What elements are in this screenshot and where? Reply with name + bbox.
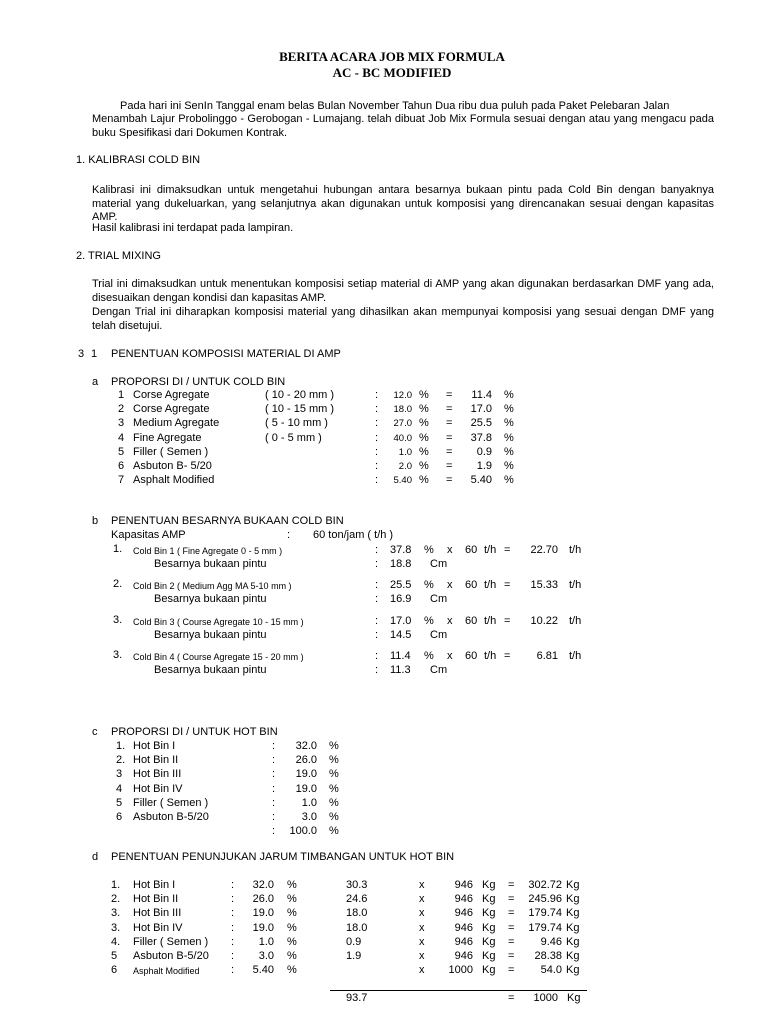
cold-bin-row-value: 1.9 [476, 460, 492, 472]
scale-row-equals: = [508, 921, 515, 934]
section-2-heading: 2. TRIAL MIXING [76, 250, 161, 262]
scale-row-percent-sign: % [287, 879, 297, 891]
cold-bin-calc-name: Cold Bin 4 ( Course Agregate 15 - 20 mm ) [133, 652, 304, 662]
cold-bin-row-percent-sign: % [419, 474, 429, 487]
opening-label: Besarnya bukaan pintu [154, 558, 267, 570]
scale-row-name: Filler ( Semen ) [133, 935, 209, 948]
cold-bin-row-colon: : [375, 474, 379, 487]
scale-row-percent: 19.0 [252, 907, 274, 920]
section-3-heading: PENENTUAN KOMPOSISI MATERIAL DI AMP [111, 348, 341, 360]
hot-bin-row-value: 32.0 [295, 740, 317, 752]
cold-bin-calc-times: x [447, 544, 453, 556]
hot-bin-row-number: 4 [116, 782, 123, 795]
scale-row-result-unit: Kg [566, 935, 580, 948]
sub-b-heading: PENENTUAN BESARNYA BUKAAN COLD BIN [111, 515, 344, 527]
scale-row-name: Asphalt Modified [133, 966, 200, 977]
cold-bin-calc-capacity: 60 [465, 650, 478, 662]
opening-unit: Cm [430, 664, 448, 676]
opening-unit: Cm [430, 593, 448, 605]
scale-row-result: 179.74 [528, 921, 562, 934]
scale-row-percent-sign: % [287, 935, 297, 948]
sub-a-letter: a [92, 376, 99, 388]
kapasitas-label: Kapasitas AMP [111, 529, 186, 541]
scale-row-colon: : [231, 964, 235, 977]
scale-row-equals: = [508, 907, 515, 920]
hot-bin-total-percent: % [329, 825, 339, 838]
cold-bin-calc-percent: 37.8 [390, 544, 412, 556]
cold-bin-calc-colon: : [375, 579, 379, 591]
cold-bin-calc-name: Cold Bin 2 ( Medium Agg MA 5-10 mm ) [133, 581, 292, 591]
scale-row-name: Asbuton B-5/20 [133, 950, 209, 962]
scale-row-colon: : [231, 921, 235, 934]
scale-row-times: x [419, 950, 425, 962]
cold-bin-calc-result-unit: t/h [569, 544, 582, 556]
section-2-paragraph-2: Dengan Trial ini diharapkan komposisi material yang dihasilkan akan mempunyai komposisi yang sesuai dengan DMF yang telah disetujui. [92, 306, 714, 332]
hot-bin-row-value: 19.0 [295, 782, 317, 795]
opening-colon: : [375, 593, 379, 605]
cold-bin-row-value-percent: % [504, 460, 514, 472]
hot-bin-row-percent: % [329, 811, 339, 823]
cold-bin-row-number: 5 [118, 445, 125, 458]
scale-row-equals: = [508, 950, 515, 962]
scale-row-number: 1. [111, 879, 121, 891]
hot-bin-row-percent: % [329, 768, 339, 781]
scale-row-number: 3. [111, 907, 121, 920]
cold-bin-calc-unit: t/h [484, 579, 497, 591]
cold-bin-row-percent-sign: % [419, 417, 429, 430]
sub-d-heading: PENENTUAN PENUNJUKAN JARUM TIMBANGAN UNTUK HOT BIN [111, 851, 455, 863]
cold-bin-row-colon: : [375, 417, 379, 430]
section-2-paragraph-1: Trial ini dimaksudkan untuk menentukan komposisi setiap material di AMP yang akan digunakan berdasarkan DMF yang ada, disesuaikan dengan kondisi dan kapasitas AMP. [92, 278, 714, 304]
cold-bin-row-value: 17.0 [470, 403, 492, 416]
hot-bin-row-colon: : [272, 754, 276, 767]
cold-bin-row-percent-sign: % [419, 431, 429, 444]
scale-row-times: x [419, 964, 425, 977]
scale-row-weight: 946 [454, 907, 473, 920]
cold-bin-row-value-percent: % [504, 431, 514, 444]
scale-row-weight: 946 [454, 921, 473, 934]
scale-row-percent: 19.0 [252, 921, 274, 934]
scale-row-result: 54.0 [540, 964, 562, 977]
scale-row-times: x [419, 921, 425, 934]
scale-row-weight-unit: Kg [482, 907, 496, 920]
hot-bin-row-percent: % [329, 740, 339, 752]
cold-bin-row-name: Asphalt Modified [133, 474, 215, 487]
cold-bin-calc-equals: = [504, 544, 511, 556]
scale-row-weight: 946 [454, 879, 473, 891]
scale-row-result-unit: Kg [566, 964, 580, 977]
cold-bin-row-number: 1 [118, 389, 125, 401]
section-3-number: 3 [78, 348, 85, 360]
cold-bin-row-percent-input: 1.0 [398, 446, 412, 458]
scale-row-percent: 5.40 [252, 964, 274, 977]
scale-row-percent-sign: % [287, 950, 297, 962]
hot-bin-row-colon: : [272, 740, 276, 752]
scale-row-equals: = [508, 964, 515, 977]
total-result: 1000 [533, 992, 558, 1004]
hot-bin-row-value: 1.0 [301, 796, 317, 809]
scale-row-number: 4. [111, 935, 121, 948]
scale-row-times: x [419, 893, 425, 906]
hot-bin-row-number: 1. [116, 740, 126, 752]
hot-bin-total-colon: : [272, 825, 276, 838]
scale-row-percent: 3.0 [258, 950, 274, 962]
cold-bin-calc-result: 6.81 [536, 650, 558, 662]
scale-row-weight: 1000 [448, 964, 473, 977]
cold-bin-row-percent-input: 12.0 [393, 390, 412, 401]
cold-bin-row-percent-sign: % [419, 460, 429, 472]
cold-bin-calc-number: 3. [113, 649, 123, 661]
cold-bin-row-colon: : [375, 389, 379, 401]
hot-bin-row-number: 5 [116, 796, 123, 809]
cold-bin-row-size: ( 10 - 20 mm ) [265, 389, 335, 401]
section-1-paragraph: Kalibrasi ini dimaksudkan untuk mengetahui hubungan antara besarnya bukaan pintu pada Cold Bin dengan banyaknya material yang dukeluarkan, yang selanjutnya akan digunakan untuk komposisi yang direncanakan sesuai dengan kapasitas AMP. [92, 184, 714, 223]
cold-bin-row-number: 6 [118, 460, 125, 472]
scale-row-weight-unit: Kg [482, 893, 496, 906]
cold-bin-calc-name: Cold Bin 1 ( Fine Agregate 0 - 5 mm ) [133, 546, 283, 556]
scale-row-name: Hot Bin III [133, 907, 182, 920]
cold-bin-row-equals: = [446, 389, 453, 401]
cold-bin-calc-times: x [447, 579, 453, 591]
cold-bin-calc-equals: = [504, 579, 511, 591]
scale-row-number: 6 [111, 964, 118, 977]
hot-bin-row-name: Filler ( Semen ) [133, 796, 209, 809]
cold-bin-row-percent-input: 2.0 [398, 461, 412, 472]
cold-bin-row-value-percent: % [504, 403, 514, 416]
scale-row-percent: 32.0 [252, 879, 274, 891]
scale-row-name: Hot Bin I [133, 879, 176, 891]
hot-bin-row-colon: : [272, 782, 276, 795]
cold-bin-calc-capacity: 60 [465, 615, 478, 627]
hot-bin-row-value: 26.0 [295, 754, 317, 767]
scale-row-percent-sign: % [287, 921, 297, 934]
cold-bin-calc-percent-sign: % [424, 579, 434, 591]
intro-paragraph: Menambah Lajur Probolinggo - Gerobogan - Lumajang. telah dibuat Job Mix Formula sesuai dengan atau yang mengacu pada buku Spesifikasi dari Dokumen Kontrak. [92, 113, 714, 139]
cold-bin-row-name: Fine Agregate [133, 431, 202, 444]
cold-bin-row-colon: : [375, 431, 379, 444]
cold-bin-row-name: Corse Agregate [133, 403, 210, 416]
scale-row-times: x [419, 879, 425, 891]
scale-row-percent-sign: % [287, 964, 297, 977]
scale-row-result-unit: Kg [566, 893, 580, 906]
hot-bin-row-number: 3 [116, 768, 123, 781]
cold-bin-row-value-percent: % [504, 389, 514, 401]
scale-row-name: Hot Bin II [133, 893, 179, 906]
cold-bin-calc-number: 2. [113, 578, 123, 590]
cold-bin-calc-percent: 17.0 [390, 615, 412, 627]
cold-bin-row-colon: : [375, 445, 379, 458]
scale-row-colon: : [231, 935, 235, 948]
hot-bin-row-value: 19.0 [295, 768, 317, 781]
cold-bin-row-value: 11.4 [471, 389, 492, 401]
cold-bin-calc-name: Cold Bin 3 ( Course Agregate 10 - 15 mm ) [133, 617, 304, 627]
cold-bin-row-value: 5.40 [470, 474, 492, 487]
cold-bin-row-size: ( 10 - 15 mm ) [265, 403, 335, 416]
cold-bin-calc-number: 3. [113, 614, 123, 626]
document-subtitle: AC - BC MODIFIED [332, 65, 452, 80]
scale-row-colon: : [231, 879, 235, 891]
cold-bin-row-colon: : [375, 403, 379, 416]
scale-row-percent-sign: % [287, 907, 297, 920]
opening-label: Besarnya bukaan pintu [154, 629, 267, 641]
cold-bin-calc-result-unit: t/h [569, 615, 582, 627]
hot-bin-row-number: 6 [116, 811, 123, 823]
opening-label: Besarnya bukaan pintu [154, 664, 267, 676]
cold-bin-row-value: 0.9 [476, 445, 492, 458]
cold-bin-calc-unit: t/h [484, 544, 497, 556]
scale-row-result-unit: Kg [566, 950, 580, 962]
cold-bin-row-name: Asbuton B- 5/20 [133, 460, 212, 472]
opening-value: 16.9 [390, 593, 412, 605]
hot-bin-row-name: Hot Bin II [133, 754, 179, 767]
cold-bin-row-equals: = [446, 403, 453, 416]
hot-bin-row-name: Hot Bin I [133, 740, 176, 752]
scale-row-result-unit: Kg [566, 879, 580, 891]
total-unit: Kg [567, 992, 581, 1004]
hot-bin-row-colon: : [272, 796, 276, 809]
cold-bin-calc-equals: = [504, 615, 511, 627]
hot-bin-row-number: 2. [116, 754, 126, 767]
cold-bin-row-size: ( 0 - 5 mm ) [265, 431, 322, 444]
scale-row-weight-unit: Kg [482, 935, 496, 948]
scale-row-percent: 1.0 [258, 935, 274, 948]
cold-bin-calc-capacity: 60 [465, 579, 478, 591]
scale-row-weight: 946 [454, 935, 473, 948]
cold-bin-row-percent-input: 5.40 [393, 475, 412, 487]
cold-bin-row-equals: = [446, 445, 453, 458]
hot-bin-row-percent: % [329, 796, 339, 809]
opening-colon: : [375, 558, 379, 570]
cold-bin-row-equals: = [446, 417, 453, 430]
cold-bin-calc-colon: : [375, 615, 379, 627]
cold-bin-calc-result: 15.33 [530, 579, 558, 591]
scale-row-mid: 24.6 [346, 893, 368, 906]
scale-row-equals: = [508, 879, 515, 891]
cold-bin-row-percent-input: 40.0 [393, 432, 412, 444]
cold-bin-row-equals: = [446, 431, 453, 444]
hot-bin-row-percent: % [329, 782, 339, 795]
cold-bin-calc-colon: : [375, 650, 379, 662]
cold-bin-calc-unit: t/h [484, 650, 497, 662]
cold-bin-row-equals: = [446, 474, 453, 487]
cold-bin-row-value: 37.8 [470, 431, 492, 444]
scale-row-weight: 946 [454, 893, 473, 906]
opening-value: 11.3 [390, 664, 411, 676]
scale-row-mid: 1.9 [346, 950, 362, 962]
cold-bin-row-equals: = [446, 460, 453, 472]
cold-bin-calc-result: 10.22 [530, 615, 558, 627]
cold-bin-row-value-percent: % [504, 445, 514, 458]
scale-row-colon: : [231, 950, 235, 962]
hot-bin-row-colon: : [272, 811, 276, 823]
scale-row-weight-unit: Kg [482, 921, 496, 934]
cold-bin-row-value: 25.5 [470, 417, 492, 430]
hot-bin-row-colon: : [272, 768, 276, 781]
scale-row-number: 2. [111, 893, 121, 906]
cold-bin-row-percent-input: 27.0 [393, 418, 412, 430]
cold-bin-calc-unit: t/h [484, 615, 497, 627]
scale-row-result-unit: Kg [566, 921, 580, 934]
cold-bin-row-name: Corse Agregate [133, 389, 210, 401]
cold-bin-calc-percent-sign: % [424, 544, 434, 556]
cold-bin-calc-times: x [447, 615, 453, 627]
sub-b-letter: b [92, 515, 99, 527]
scale-row-result: 9.46 [540, 935, 562, 948]
cold-bin-calc-number: 1. [113, 543, 123, 555]
opening-colon: : [375, 664, 379, 676]
scale-row-times: x [419, 935, 425, 948]
scale-row-colon: : [231, 907, 235, 920]
scale-row-mid: 18.0 [346, 921, 368, 934]
cold-bin-row-number: 4 [118, 431, 125, 444]
cold-bin-row-name: Filler ( Semen ) [133, 445, 209, 458]
scale-row-percent-sign: % [287, 893, 297, 906]
scale-row-weight: 946 [454, 950, 473, 962]
cold-bin-calc-percent-sign: % [424, 615, 434, 627]
opening-value: 18.8 [390, 558, 412, 570]
scale-row-colon: : [231, 893, 235, 906]
scale-row-percent: 26.0 [252, 893, 274, 906]
cold-bin-row-value-percent: % [504, 474, 514, 487]
sub-d-letter: d [92, 851, 99, 863]
total-equals: = [508, 992, 515, 1004]
hot-bin-row-name: Hot Bin III [133, 768, 182, 781]
scale-row-name: Hot Bin IV [133, 921, 183, 934]
scale-row-number: 5 [111, 950, 118, 962]
cold-bin-row-percent-input: 18.0 [393, 404, 412, 416]
cold-bin-calc-result: 22.70 [530, 544, 558, 556]
scale-row-result: 179.74 [528, 907, 562, 920]
scale-row-result-unit: Kg [566, 907, 580, 920]
scale-row-equals: = [508, 893, 515, 906]
opening-value: 14.5 [390, 629, 412, 641]
sub-c-heading: PROPORSI DI / UNTUK HOT BIN [111, 726, 278, 738]
cold-bin-calc-percent: 11.4 [390, 650, 411, 662]
document-title: BERITA ACARA JOB MIX FORMULA [279, 49, 505, 64]
cold-bin-calc-result-unit: t/h [569, 650, 582, 662]
opening-unit: Cm [430, 629, 448, 641]
cold-bin-row-percent-sign: % [419, 403, 429, 416]
intro-first-line: Pada hari ini SenIn Tanggal enam belas Bulan November Tahun Dua ribu dua puluh pada Paket Pelebaran Jalan [120, 100, 670, 112]
scale-row-weight-unit: Kg [482, 879, 496, 891]
total-mid-value: 93.7 [346, 992, 368, 1004]
cold-bin-calc-capacity: 60 [465, 544, 478, 556]
hot-bin-row-value: 3.0 [301, 811, 317, 823]
scale-row-weight-unit: Kg [482, 950, 496, 962]
cold-bin-row-value-percent: % [504, 417, 514, 430]
scale-row-result: 245.96 [528, 893, 562, 906]
kapasitas-colon: : [287, 529, 291, 541]
cold-bin-row-size: ( 5 - 10 mm ) [265, 417, 328, 430]
hot-bin-row-percent: % [329, 754, 339, 767]
section-1-note: Hasil kalibrasi ini terdapat pada lampiran. [92, 222, 294, 234]
section-3-subnumber: 1 [91, 348, 98, 360]
hot-bin-total-value: 100.0 [289, 825, 317, 838]
scale-row-result: 28.38 [534, 950, 562, 962]
opening-label: Besarnya bukaan pintu [154, 593, 267, 605]
cold-bin-row-number: 2 [118, 403, 125, 416]
scale-row-mid: 0.9 [346, 935, 362, 948]
cold-bin-calc-equals: = [504, 650, 511, 662]
scale-row-weight-unit: Kg [482, 964, 496, 977]
cold-bin-row-colon: : [375, 460, 379, 472]
scale-row-times: x [419, 907, 425, 920]
kapasitas-value: 60 ton/jam ( t/h ) [313, 529, 394, 541]
scale-row-result: 302.72 [528, 879, 562, 891]
cold-bin-row-name: Medium Agregate [133, 417, 220, 430]
scale-row-mid: 18.0 [346, 907, 368, 920]
scale-row-equals: = [508, 935, 515, 948]
cold-bin-calc-colon: : [375, 544, 379, 556]
opening-colon: : [375, 629, 379, 641]
cold-bin-row-number: 7 [118, 474, 125, 487]
cold-bin-row-percent-sign: % [419, 389, 429, 401]
hot-bin-row-name: Hot Bin IV [133, 782, 183, 795]
cold-bin-calc-times: x [447, 650, 453, 662]
cold-bin-calc-percent: 25.5 [390, 579, 412, 591]
opening-unit: Cm [430, 558, 448, 570]
sub-a-heading: PROPORSI DI / UNTUK COLD BIN [111, 376, 286, 388]
scale-row-mid: 30.3 [346, 879, 368, 891]
cold-bin-calc-percent-sign: % [424, 650, 434, 662]
sub-c-letter: c [92, 726, 98, 738]
cold-bin-calc-result-unit: t/h [569, 579, 582, 591]
cold-bin-row-percent-sign: % [419, 445, 429, 458]
scale-row-number: 3. [111, 921, 121, 934]
section-1-heading: 1. KALIBRASI COLD BIN [76, 154, 201, 166]
hot-bin-row-name: Asbuton B-5/20 [133, 811, 209, 823]
cold-bin-row-number: 3 [118, 417, 125, 430]
